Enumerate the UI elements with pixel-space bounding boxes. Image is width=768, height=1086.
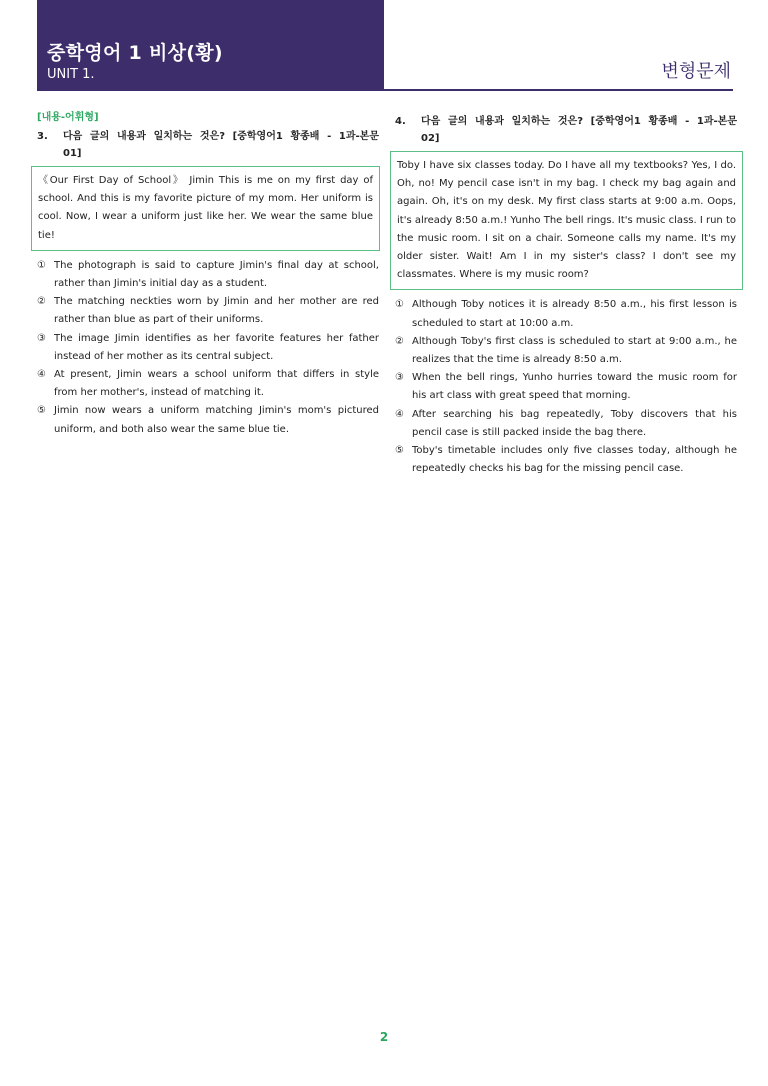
question-number: 3. bbox=[37, 131, 48, 142]
option-text: When the bell rings, Yunho hurries toward the music room for his art class with great speed that morning. bbox=[412, 372, 737, 402]
reading-passage: 《Our First Day of School》 Jimin This is me on my first day of school. And this is my favorite picture of my mom. Her uniform is cool. Now, I wear a uniform just like her. We wear the same blue tie! bbox=[31, 166, 380, 251]
option-number: ③ bbox=[395, 372, 404, 384]
option-text: The image Jimin identifies as her favorite features her father instead of her mother as its central subject. bbox=[54, 332, 379, 362]
option-number: ⑤ bbox=[395, 445, 404, 457]
option-text: Although Toby's first class is scheduled to start at 9:00 a.m., he realizes that the time is already 8:50 a.m. bbox=[412, 335, 737, 366]
answer-option[interactable] bbox=[395, 369, 737, 405]
question-3 bbox=[37, 110, 379, 439]
answer-option[interactable] bbox=[37, 293, 379, 329]
answer-option[interactable] bbox=[37, 257, 379, 293]
question-prompt bbox=[395, 113, 737, 130]
option-number: ① bbox=[37, 259, 46, 271]
header-banner bbox=[37, 0, 384, 91]
section-title: 변형문제 bbox=[661, 61, 731, 82]
option-text: Jimin now wears a uniform matching Jimin's mom's pictured uniform, and both also wear the same blue tie. bbox=[54, 405, 379, 435]
question-text-line2: 01] bbox=[63, 148, 82, 159]
option-text: At present, Jimin wears a school uniform that differs in style from her mother's, instead of matching it. bbox=[54, 369, 379, 399]
question-category: [내용-어휘형] bbox=[37, 112, 99, 123]
answer-option[interactable] bbox=[37, 366, 379, 402]
question-number: 4. bbox=[395, 116, 406, 127]
answer-option[interactable] bbox=[395, 442, 737, 478]
option-number: ② bbox=[37, 296, 46, 308]
answer-option[interactable] bbox=[395, 296, 737, 332]
question-prompt bbox=[37, 128, 379, 145]
option-number: ① bbox=[395, 299, 404, 311]
answer-options bbox=[395, 296, 737, 478]
answer-option[interactable] bbox=[37, 402, 379, 438]
option-number: ⑤ bbox=[37, 405, 46, 417]
option-text: Although Toby notices it is already 8:50 a.m., his first lesson is scheduled to start at 10:00 a.m. bbox=[412, 299, 737, 329]
answer-option[interactable] bbox=[395, 333, 737, 369]
option-text: The matching neckties worn by Jimin and her mother are red rather than blue as part of their uniforms. bbox=[54, 296, 379, 326]
question-text-line1: 다음 글의 내용과 일치하는 것은? [중학영어1 황종배 - 1과-본문 bbox=[421, 116, 737, 127]
unit-label: UNIT 1. bbox=[47, 67, 95, 82]
book-title: 중학영어 1 비상(황) bbox=[47, 42, 223, 64]
question-text-line1: 다음 글의 내용과 일치하는 것은? [중학영어1 황종배 - 1과-본문 bbox=[63, 131, 379, 142]
question-text-line2: 02] bbox=[421, 133, 440, 144]
option-number: ③ bbox=[37, 332, 46, 344]
reading-passage: Toby I have six classes today. Do I have all my textbooks? Yes, I do. Oh, no! My pencil case isn't in my bag. I check my bag again and again. Oh, it's on my desk. My first class starts at 9:00 a.m. Oops, it's already 8:50 a.m.! Yunho The bell rings. It's music class. I run to the music room. I sit on a chair. Someone calls my name. It's my older sister. Wait! Am I in my sister's class? I don't see my classmates. Where is my music room? bbox=[390, 151, 743, 290]
option-text: Toby's timetable includes only five classes today, although he repeatedly checks his bag for the missing pencil case. bbox=[412, 445, 737, 475]
option-text: The photograph is said to capture Jimin's final day at school, rather than Jimin's initial day as a student. bbox=[54, 259, 379, 290]
option-number: ④ bbox=[395, 408, 404, 420]
header-divider bbox=[384, 89, 733, 91]
answer-options bbox=[37, 257, 379, 439]
option-text: After searching his bag repeatedly, Toby discovers that his pencil case is still packed inside the bag there. bbox=[412, 408, 737, 438]
option-number: ② bbox=[395, 335, 404, 347]
answer-option[interactable] bbox=[37, 330, 379, 366]
answer-option[interactable] bbox=[395, 406, 737, 442]
page-number: 2 bbox=[379, 1030, 389, 1044]
question-4 bbox=[395, 110, 737, 478]
option-number: ④ bbox=[37, 369, 46, 381]
